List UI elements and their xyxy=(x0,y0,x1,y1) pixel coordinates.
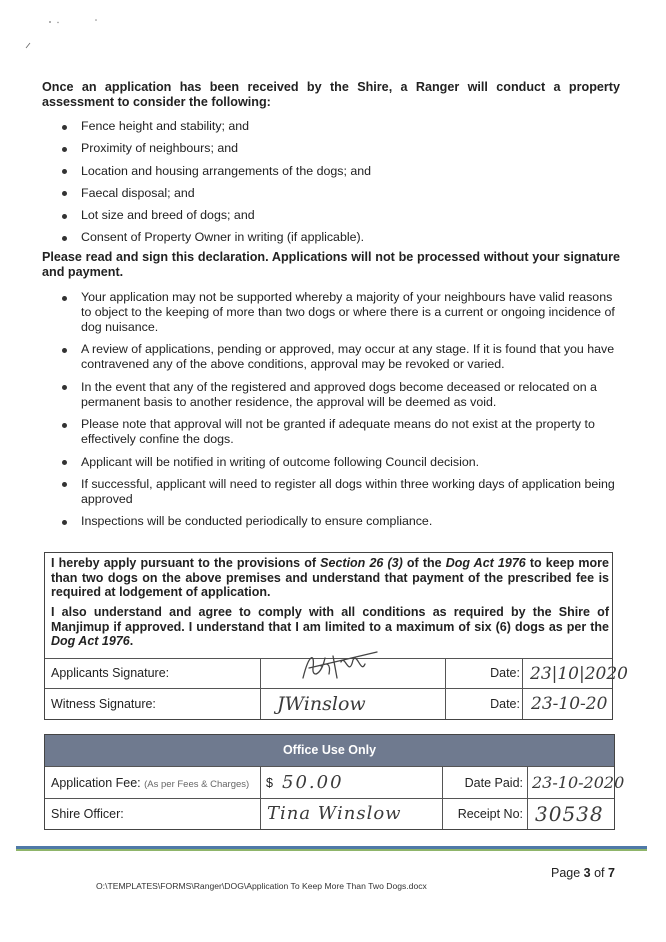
office-use-title: Office Use Only xyxy=(45,735,614,766)
list-item: A review of applications, pending or approved, may occur at any stage. If it is found that you have contravened any of the above conditions, approval may be revoked or varied. xyxy=(60,342,618,372)
receipt-number-value[interactable]: 30538 xyxy=(535,802,604,826)
declaration-instructions-heading: Please read and sign this declaration. Applications will not be processed without your signature and payment. xyxy=(42,250,620,279)
divider xyxy=(45,798,614,799)
applicant-date-value[interactable]: 23|10|2020 xyxy=(530,664,628,684)
divider xyxy=(45,766,614,767)
scan-artifact-marks xyxy=(22,16,112,56)
file-path: O:\TEMPLATES\FORMS\Ranger\DOG\Application To Keep More Than Two Dogs.docx xyxy=(96,881,427,891)
receipt-number-label: Receipt No: xyxy=(457,807,523,821)
divider xyxy=(442,766,443,829)
divider xyxy=(527,766,528,829)
list-item: In the event that any of the registered and approved dogs become deceased or relocated on a permanent basis to another residence, the approval will be deemed as void. xyxy=(60,380,618,410)
applicant-signature-drawing[interactable] xyxy=(291,648,381,686)
witness-date-value[interactable]: 23-10-20 xyxy=(531,694,608,714)
date-label: Date: xyxy=(490,697,520,711)
fee-note: (As per Fees & Charges) xyxy=(144,779,250,790)
conditions-list xyxy=(60,290,618,537)
shire-officer-value[interactable]: Tina Winslow xyxy=(267,803,402,824)
declaration-box xyxy=(44,552,628,720)
divider xyxy=(445,658,446,719)
divider xyxy=(260,658,261,719)
divider xyxy=(45,688,612,689)
list-item: If successful, applicant will need to register all dogs within three working days of application being approved xyxy=(60,477,618,507)
declaration-paragraph-2: I also understand and agree to comply with all conditions as required by the Shire of Manjimup if approved. I understand that I am limited to a maximum of six (6) dogs as per the Dog Act 1976. xyxy=(51,605,609,648)
list-item: Location and housing arrangements of the dogs; and xyxy=(60,164,618,179)
declaration-paragraph-1: I hereby apply pursuant to the provisions of Section 26 (3) of the Dog Act 1976 to keep more than two dogs on the above premises and understand that payment of the prescribed fee is required at lodgement of application. xyxy=(51,556,609,599)
application-fee-label: Application Fee: (As per Fees & Charges) xyxy=(51,776,250,790)
divider xyxy=(260,766,261,829)
list-item: Applicant will be notified in writing of outcome following Council decision. xyxy=(60,455,618,470)
date-paid-label: Date Paid: xyxy=(464,776,523,790)
divider xyxy=(522,658,523,719)
list-item: Consent of Property Owner in writing (if applicable). xyxy=(60,230,618,245)
list-item: Please note that approval will not be granted if adequate means do not exist at the property to effectively confine the dogs. xyxy=(60,417,618,447)
assessment-list xyxy=(60,119,618,253)
list-item: Inspections will be conducted periodically to ensure compliance. xyxy=(60,514,618,529)
assessment-heading: Once an application has been received by the Shire, a Ranger will conduct a property assessment to consider the following: xyxy=(42,80,620,109)
date-label: Date: xyxy=(490,666,520,680)
act-reference: Dog Act 1976 xyxy=(445,556,526,570)
list-item: Lot size and breed of dogs; and xyxy=(60,208,618,223)
fee-currency: $ xyxy=(266,776,273,790)
list-item: Faecal disposal; and xyxy=(60,186,618,201)
list-item: Your application may not be supported whereby a majority of your neighbours have valid reasons to object to the keeping of more than two dogs or where there is a current or ongoing incidence of dog nuisance. xyxy=(60,290,618,335)
section-reference: Section 26 (3) xyxy=(320,556,403,570)
applicant-signature-label: Applicants Signature: xyxy=(51,666,170,680)
list-item: Proximity of neighbours; and xyxy=(60,141,618,156)
date-paid-value[interactable]: 23-10-2020 xyxy=(532,773,625,792)
footer-rule xyxy=(16,849,647,851)
witness-signature-value[interactable]: JWinslow xyxy=(277,693,366,715)
page-number: Page 3 of 7 xyxy=(551,866,615,880)
witness-signature-label: Witness Signature: xyxy=(51,697,156,711)
shire-officer-label: Shire Officer: xyxy=(51,807,124,821)
list-item: Fence height and stability; and xyxy=(60,119,618,134)
act-reference: Dog Act 1976 xyxy=(51,634,130,648)
application-fee-value[interactable]: 50.00 xyxy=(282,772,344,793)
office-use-box xyxy=(44,734,625,830)
